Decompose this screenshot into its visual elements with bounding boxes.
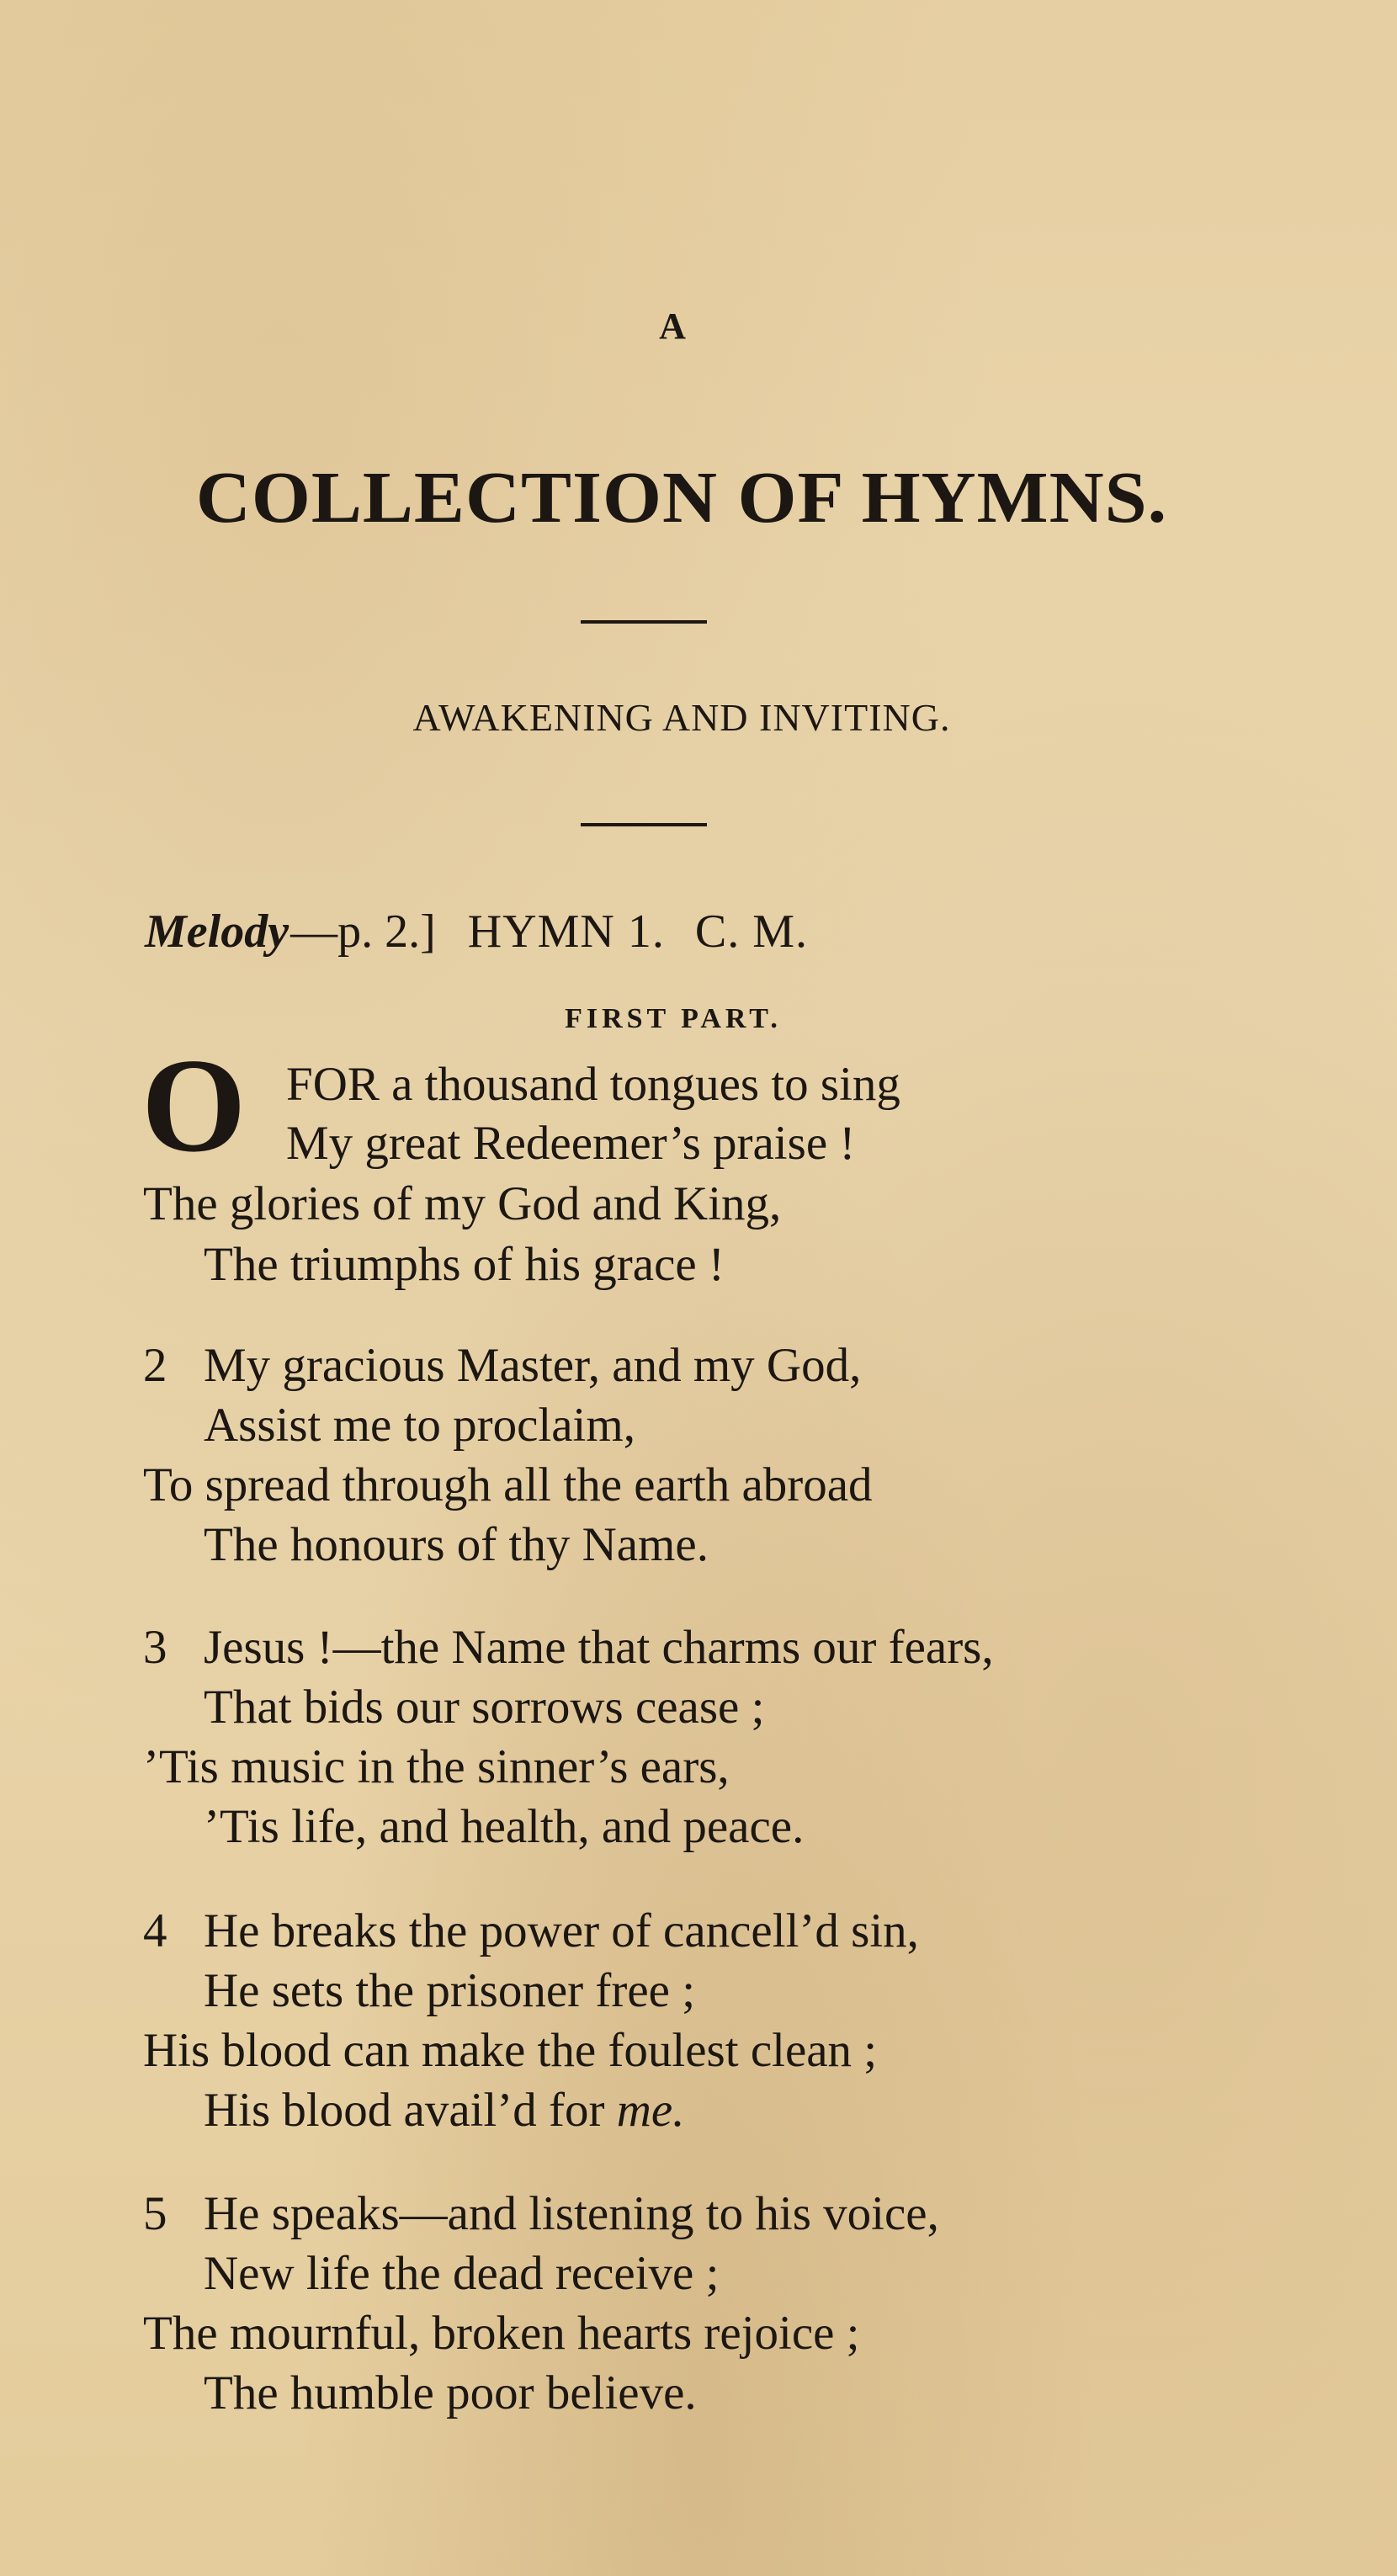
title-article: A [659,305,688,347]
verse-line: The mournful, broken hearts rejoice ; [143,2307,860,2360]
verse-line: ’Tis life, and health, and peace. [204,1800,805,1853]
verse-line: New life the dead receive ; [204,2247,720,2300]
verse-line: His blood can make the foulest clean ; [143,2024,878,2077]
verse-line: The glories of my God and King, [143,1177,782,1230]
divider-rule [581,823,707,826]
verse-line: He speaks—and listening to his voice, [204,2187,939,2240]
page-title: COLLECTION OF HYMNS. [195,457,1168,539]
stanza-number: 2 [143,1339,167,1392]
verse-line: To spread through all the earth abroad [143,1458,873,1511]
verse-line: He sets the prisoner free ; [204,1964,696,2017]
verse-line: That bids our sorrows cease ; [204,1681,765,1734]
verse-line: He breaks the power of cancell’d sin, [204,1904,919,1957]
hymn-meter: C. M. [694,906,808,958]
stanza-number: 4 [143,1904,167,1957]
verse-line: The humble poor believe. [204,2366,697,2419]
stanza-number: 3 [143,1621,167,1674]
verse-line: ’Tis music in the sinner’s ears, [143,1740,730,1793]
verse-line: My gracious Master, and my God, [204,1339,862,1392]
verse-line: My great Redeemer’s praise ! [286,1117,856,1170]
hymn-header [145,905,808,959]
verse-line: The honours of thy Name. [204,1518,709,1571]
section-heading: AWAKENING AND INVITING. [412,696,951,739]
verse-line: The triumphs of his grace ! [204,1238,725,1291]
part-label: FIRST PART. [565,1003,782,1034]
verse-line-text: His blood avail’d for [204,2084,605,2137]
melody-label: Melody [145,906,289,958]
verse-line: FOR a thousand tongues to sing [286,1058,900,1111]
divider-rule [581,620,707,624]
verse-line: Jesus !—the Name that charms our fears, [204,1621,994,1674]
stanza-number: 5 [143,2187,167,2240]
verse-line [204,2083,684,2138]
drop-cap: O [141,1030,247,1180]
italic-word: me. [616,2084,685,2137]
verse-line: Assist me to proclaim, [204,1399,635,1452]
melody-page-ref: —p. 2.] [290,906,436,958]
hymn-number: HYMN 1. [467,906,665,958]
